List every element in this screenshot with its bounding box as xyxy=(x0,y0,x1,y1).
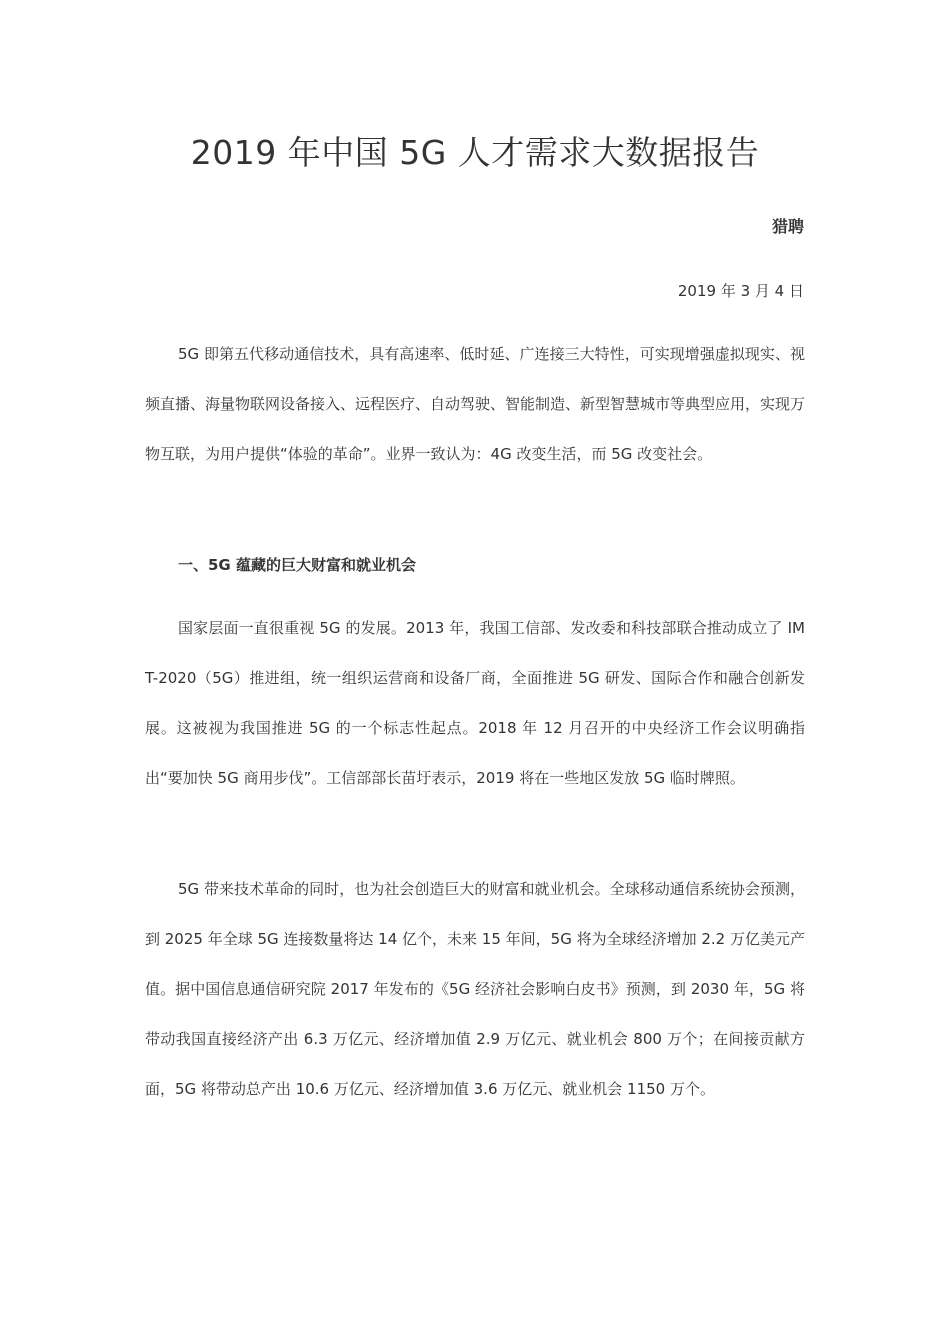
body-paragraph-policy: 国家层面一直很重视 5G 的发展。2013 年，我国工信部、发改委和科技部联合推动成立了 IMT-2020（5G）推进组，统一组织运营商和设备厂商，全面推进 5G 研发、国际合作和融合创新发展。这被视为我国推进 5G 的一个标志性起点。2018 年 12 月召开的中央经济工作会议明确指出“要加快 5G 商用步伐”。工信部部长苗圩表示，2019 将在一些地区发放 5G 临时牌照。 xyxy=(145,619,805,787)
document-title: 2019 年中国 5G 人才需求大数据报告 xyxy=(190,133,760,172)
document-author: 猎聘 xyxy=(771,217,804,236)
intro-paragraph: 5G 即第五代移动通信技术，具有高速率、低时延、广连接三大特性，可实现增强虚拟现实、视频直播、海量物联网设备接入、远程医疗、自动驾驶、智能制造、新型智慧城市等典型应用，实现万物互联，为用户提供“体验的革命”。业界一致认为：4G 改变生活，而 5G 改变社会。 xyxy=(145,345,806,463)
body-paragraph-economy: 5G 带来技术革命的同时，也为社会创造巨大的财富和就业机会。全球移动通信系统协会预测，到 2025 年全球 5G 连接数量将达 14 亿个，未来 15 年间，5G 将为全球经济增加 2.2 万亿美元产值。据中国信息通信研究院 2017 年发布的《5G 经济社会影响白皮书》预测，到 2030 年，5G 将带动我国直接经济产出 6.3 万亿元、经济增加值 2.9 万亿元、就业机会 800 万个；在间接贡献方面，5G 将带动总产出 10.6 万亿元、经济增加值 3.6 万亿元、就业机会 1150 万个。 xyxy=(145,880,805,1098)
document-date: 2019 年 3 月 4 日 xyxy=(677,282,804,300)
section-heading: 一、5G 蕴藏的巨大财富和就业机会 xyxy=(178,556,416,574)
